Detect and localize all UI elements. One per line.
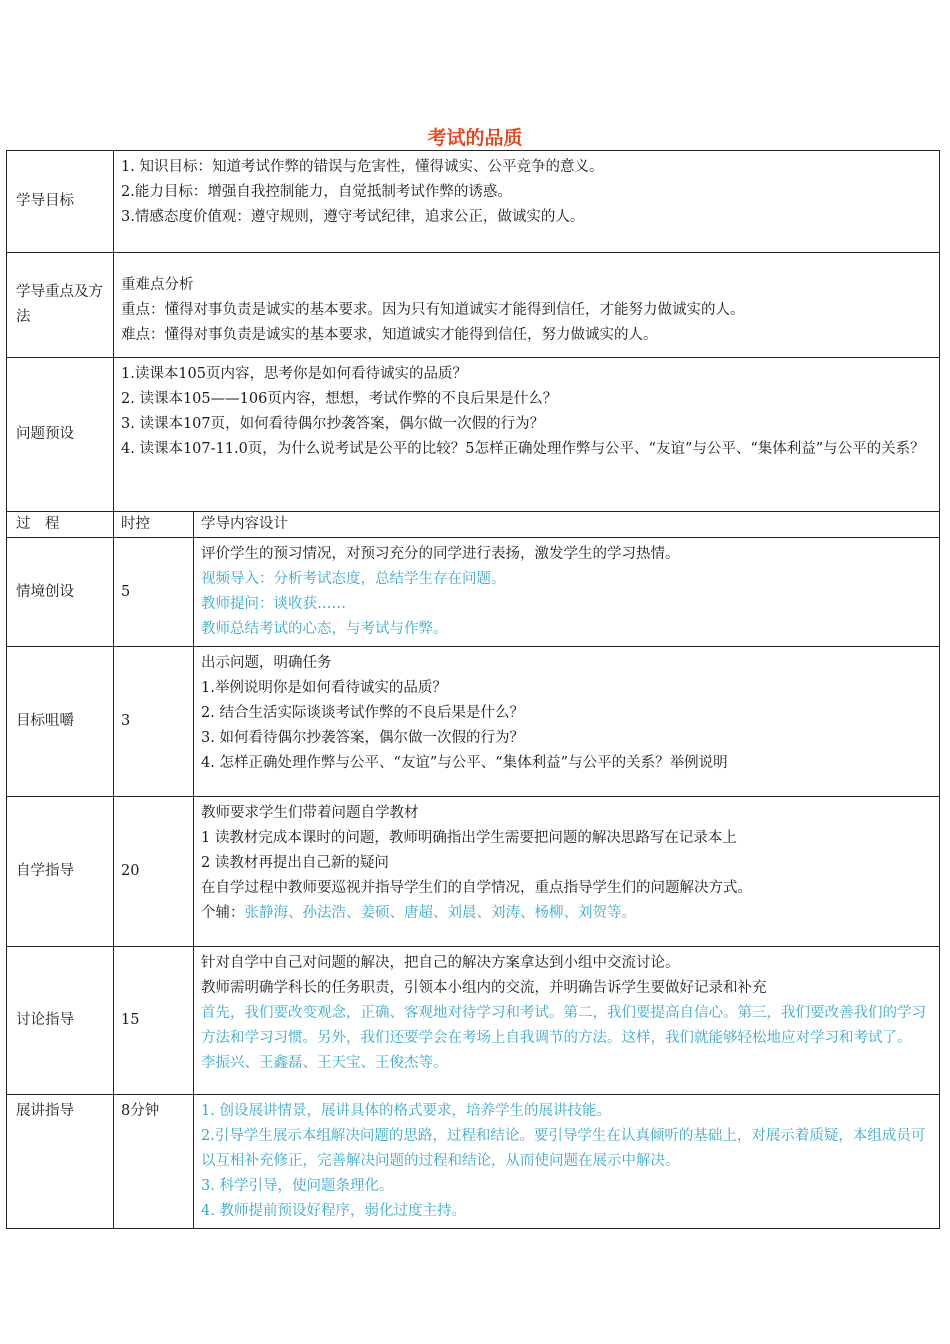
content-line: 李振兴、王鑫磊、王天宝、王俊杰等。 bbox=[201, 1055, 448, 1071]
content-line: 视频导入：分析考试态度，总结学生存在问题。 bbox=[201, 571, 506, 587]
goals-row bbox=[7, 151, 940, 253]
header-process: 过 程 bbox=[7, 512, 114, 538]
tutoring-prefix: 个辅： bbox=[201, 905, 245, 921]
questions-content bbox=[114, 358, 940, 512]
content-line: 1. 创设展讲情景，展讲具体的格式要求，培养学生的展讲技能。 bbox=[201, 1103, 611, 1119]
content-line: 教师总结考试的心态，与考试与作弊。 bbox=[201, 621, 448, 637]
goals-label: 学导目标 bbox=[7, 151, 114, 253]
questions-row bbox=[7, 358, 940, 512]
content-line: 1.举例说明你是如何看待诚实的品质？ bbox=[201, 680, 447, 696]
content-line: 4. 教师提前预设好程序，弱化过度主持。 bbox=[201, 1203, 466, 1219]
goals-content bbox=[114, 151, 940, 253]
content-line: 针对自学中自己对问题的解决，把自己的解决方案拿达到小组中交流讨论。 bbox=[201, 955, 680, 971]
goals-line: 1. 知识目标：知道考试作弊的错误与危害性，懂得诚实、公平竞争的意义。 bbox=[121, 159, 604, 175]
process-time: 8分钟 bbox=[114, 1095, 194, 1229]
document-title: 考试的品质 bbox=[427, 127, 523, 149]
process-content bbox=[194, 1095, 940, 1229]
content-line: 3. 如何看待偶尔抄袭答案，偶尔做一次假的行为？ bbox=[201, 730, 524, 746]
questions-label: 问题预设 bbox=[7, 358, 114, 512]
tutoring-names: 张静海、孙法浩、姜硕、唐超、刘晨、刘涛、杨柳、刘贺等。 bbox=[244, 905, 636, 921]
header-time: 时控 bbox=[114, 512, 194, 538]
process-stage: 目标咀嚼 bbox=[7, 647, 114, 797]
process-stage: 展讲指导 bbox=[7, 1095, 114, 1229]
question-line: 2. 读课本105——106页内容，想想，考试作弊的不良后果是什么？ bbox=[121, 391, 558, 407]
process-time: 15 bbox=[114, 947, 194, 1095]
goals-line: 2.能力目标：增强自我控制能力，自觉抵制考试作弊的诱惑。 bbox=[121, 184, 512, 200]
focus-row bbox=[7, 253, 940, 358]
content-line: 2 读教材再提出自己新的疑问 bbox=[201, 855, 389, 871]
content-line: 教师要求学生们带着问题自学教材 bbox=[201, 805, 419, 821]
content-line: 2.引导学生展示本组解决问题的思路，过程和结论。要引导学生在认真倾听的基础上，对展示着质疑，本组成员可以互相补充修正，完善解决问题的过程和结论，从而使问题在展示中解决。 bbox=[201, 1128, 926, 1169]
process-row bbox=[7, 538, 940, 647]
process-header-row bbox=[7, 512, 940, 538]
header-content: 学导内容设计 bbox=[194, 512, 940, 538]
content-line: 3. 科学引导，使问题条理化。 bbox=[201, 1178, 394, 1194]
content-line: 1 读教材完成本课时的问题，教师明确指出学生需要把问题的解决思路写在记录本上 bbox=[201, 830, 737, 846]
tutoring-line bbox=[201, 901, 932, 926]
process-stage: 讨论指导 bbox=[7, 947, 114, 1095]
content-line: 评价学生的预习情况，对预习充分的同学进行表扬，激发学生的学习热情。 bbox=[201, 546, 680, 562]
content-line: 在自学过程中教师要巡视并指导学生们的自学情况，重点指导学生们的问题解决方式。 bbox=[201, 880, 752, 896]
process-row bbox=[7, 947, 940, 1095]
lesson-plan-table bbox=[6, 150, 940, 1229]
content-line: 2. 结合生活实际谈谈考试作弊的不良后果是什么？ bbox=[201, 705, 524, 721]
process-stage: 自学指导 bbox=[7, 797, 114, 947]
process-stage: 情境创设 bbox=[7, 538, 114, 647]
process-content bbox=[194, 797, 940, 947]
content-line: 首先，我们要改变观念，正确、客观地对待学习和考试。第二，我们要提高自信心。第三，我们要改善我们的学习方法和学习习惯。另外，我们还要学会在考场上自我调节的方法。这样，我们就能够轻松地应对学习和考试了。 bbox=[201, 1005, 926, 1046]
content-line: 4. 怎样正确处理作弊与公平、“友谊”与公平、“集体利益”与公平的关系？举例说明 bbox=[201, 755, 728, 771]
process-row bbox=[7, 647, 940, 797]
process-row bbox=[7, 797, 940, 947]
focus-content bbox=[114, 253, 940, 358]
question-line: 3. 读课本107页，如何看待偶尔抄袭答案，偶尔做一次假的行为？ bbox=[121, 416, 545, 432]
process-time: 3 bbox=[114, 647, 194, 797]
process-content bbox=[194, 647, 940, 797]
focus-line: 难点：懂得对事负责是诚实的基本要求，知道诚实才能得到信任，努力做诚实的人。 bbox=[121, 327, 658, 343]
goals-line: 3.情感态度价值观：遵守规则，遵守考试纪律，追求公正，做诚实的人。 bbox=[121, 209, 585, 225]
content-line: 教师提问：谈收获…… bbox=[201, 596, 346, 612]
process-row bbox=[7, 1095, 940, 1229]
process-content bbox=[194, 947, 940, 1095]
process-time: 20 bbox=[114, 797, 194, 947]
question-line: 4. 读课本107-11.0页，为什么说考试是公平的比较？5怎样正确处理作弊与公平、“友谊”与公平、“集体利益”与公平的关系？ bbox=[121, 441, 925, 457]
process-content bbox=[194, 538, 940, 647]
question-line: 1.读课本105页内容，思考你是如何看待诚实的品质？ bbox=[121, 366, 468, 382]
focus-line: 重难点分析 bbox=[121, 277, 194, 293]
content-line: 教师需明确学科长的任务职责，引领本小组内的交流，并明确告诉学生要做好记录和补充 bbox=[201, 980, 767, 996]
content-line: 出示问题，明确任务 bbox=[201, 655, 332, 671]
focus-label: 学导重点及方法 bbox=[7, 253, 114, 358]
process-time: 5 bbox=[114, 538, 194, 647]
focus-line: 重点：懂得对事负责是诚实的基本要求。因为只有知道诚实才能得到信任，才能努力做诚实的人。 bbox=[121, 302, 745, 318]
